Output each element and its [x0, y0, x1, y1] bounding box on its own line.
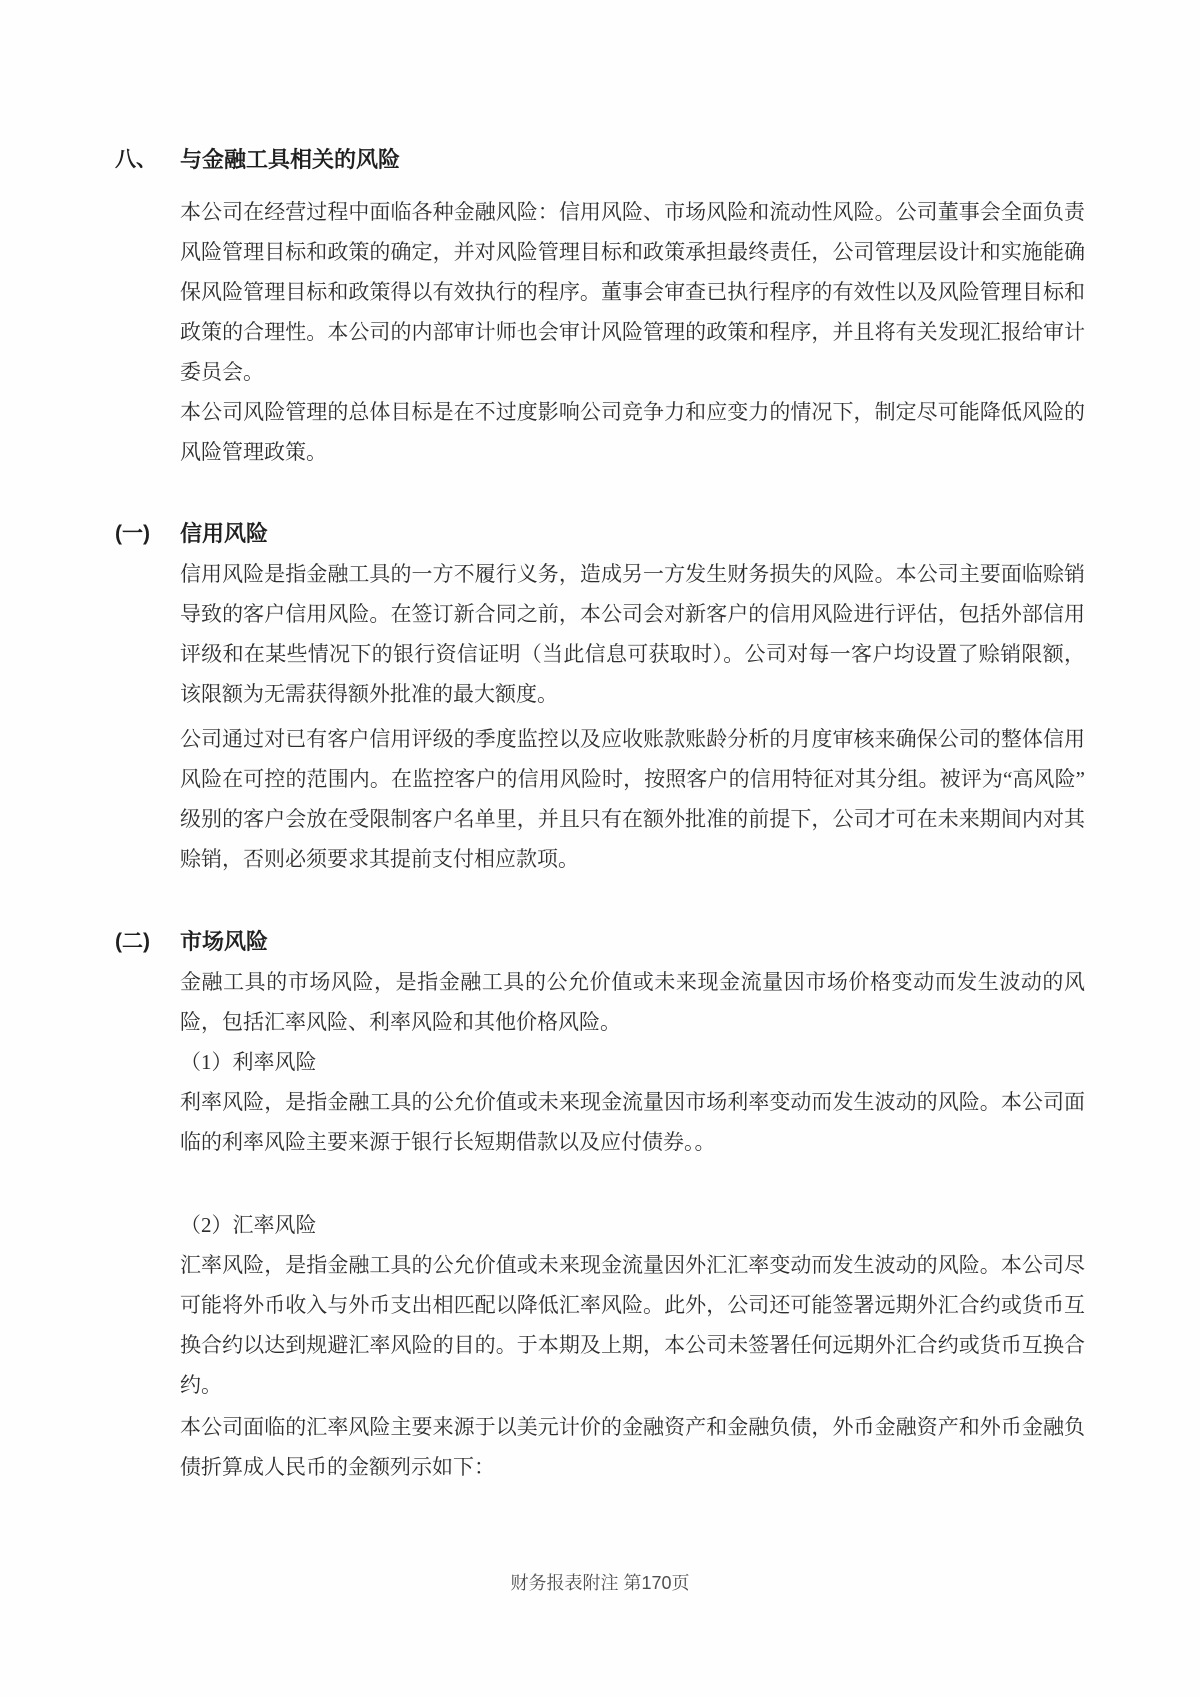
- subitem-heading-interest-rate-risk: （1）利率风险: [180, 1050, 317, 1074]
- paragraph: 金融工具的市场风险，是指金融工具的公允价值或未来现金流量因市场价格变动而发生波动的风险，包括汇率风险、利率风险和其他价格风险。: [180, 970, 1085, 1034]
- section-financial-instrument-risks: [0, 140, 1200, 472]
- section-title: 市场风险: [180, 929, 269, 954]
- section-market-risk: [0, 922, 1200, 1487]
- paragraph: 利率风险，是指金融工具的公允价值或未来现金流量因市场利率变动而发生波动的风险。本公司面临的利率风险主要来源于银行长短期借款以及应付债券。。: [180, 1090, 1085, 1154]
- section-number: 八、: [115, 148, 157, 171]
- section-heading: [115, 514, 1085, 554]
- paragraph: 公司通过对已有客户信用评级的季度监控以及应收账款账龄分析的月度审核来确保公司的整体信用风险在可控的范围内。在监控客户的信用风险时，按照客户的信用特征对其分组。被评为“高风险”级别的客户会放在受限制客户名单里，并且只有在额外批准的前提下，公司才可在未来期间内对其赊销，否则必须要求其提前支付相应款项。: [180, 727, 1085, 871]
- paragraph: 本公司面临的汇率风险主要来源于以美元计价的金融资产和金融负债，外币金融资产和外币金融负债折算成人民币的金额列示如下：: [180, 1415, 1085, 1479]
- section-number: (一): [115, 522, 150, 545]
- document-content: [0, 140, 1200, 1487]
- section-title: 信用风险: [180, 521, 269, 546]
- section-title: 与金融工具相关的风险: [180, 147, 401, 172]
- subitem-heading-exchange-rate-risk: （2）汇率风险: [180, 1213, 317, 1237]
- paragraph: 本公司风险管理的总体目标是在不过度影响公司竞争力和应变力的情况下，制定尽可能降低风险的风险管理政策。: [180, 400, 1085, 464]
- section-heading: [115, 140, 1085, 180]
- paragraph: 本公司在经营过程中面临各种金融风险：信用风险、市场风险和流动性风险。公司董事会全面负责风险管理目标和政策的确定，并对风险管理目标和政策承担最终责任，公司管理层设计和实施能确保风险管理目标和政策得以有效执行的程序。董事会审查已执行程序的有效性以及风险管理目标和政策的合理性。本公司的内部审计师也会审计风险管理的政策和程序，并且将有关发现汇报给审计委员会。: [180, 200, 1085, 384]
- section-credit-risk: [0, 514, 1200, 879]
- section-number: (二): [115, 930, 150, 953]
- page-footer: 财务报表附注 第170页: [510, 1573, 690, 1593]
- section-heading: [115, 922, 1085, 962]
- paragraph: 信用风险是指金融工具的一方不履行义务，造成另一方发生财务损失的风险。本公司主要面临赊销导致的客户信用风险。在签订新合同之前，本公司会对新客户的信用风险进行评估，包括外部信用评级和在某些情况下的银行资信证明（当此信息可获取时）。公司对每一客户均设置了赊销限额，该限额为无需获得额外批准的最大额度。: [180, 562, 1085, 706]
- paragraph: 汇率风险，是指金融工具的公允价值或未来现金流量因外汇汇率变动而发生波动的风险。本公司尽可能将外币收入与外币支出相匹配以降低汇率风险。此外，公司还可能签署远期外汇合约或货币互换合约以达到规避汇率风险的目的。于本期及上期，本公司未签署任何远期外汇合约或货币互换合约。: [180, 1253, 1085, 1397]
